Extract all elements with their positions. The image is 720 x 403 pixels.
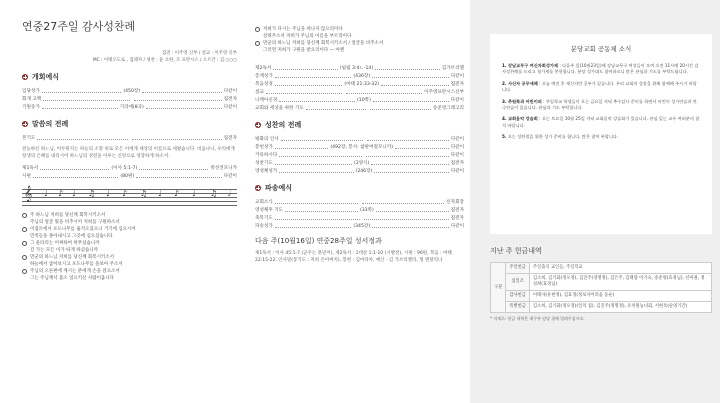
offering-donors: 김소희, 김기화(정오경)(얼의 집), 김진주(정명정), 유치원능녀회, 서현옥(순영기간) xyxy=(529,302,711,313)
dot-leader xyxy=(275,146,329,149)
announcement-body: 오는 성탄절을 위한 성가 준비를 합니다. 많은 참여 바랍니다. xyxy=(507,134,619,140)
dot-leader xyxy=(139,167,208,170)
response-text: 살려주소서 저희가 주님의 이름을 부르리이다 xyxy=(263,34,352,39)
service-leader: 송준영그레고리 xyxy=(432,106,464,111)
collect-prayer-text: 전능하신 하느님, 어두워지는 하늘의 소망 위로 모든 이에게 세상의 이름으로 세웠습니다. 비옵나니, 우리에게 창생의 은혜를 내리시어 하느님의 성전을 이루는 신앙으로 성장하게 하소서. xyxy=(22,147,235,159)
music-note-icon: ♪ xyxy=(174,189,180,198)
response-line xyxy=(22,247,237,254)
dot-leader xyxy=(136,175,221,178)
dot-leader xyxy=(42,90,122,93)
announcement-item xyxy=(502,99,700,112)
circle-bullet-icon xyxy=(22,227,27,232)
service-row xyxy=(255,88,464,96)
dot-leader xyxy=(285,209,358,212)
offering-row xyxy=(491,263,712,274)
response-text: 주님의 얼굴 빛을 비추시어 저희를 구원하소서 xyxy=(30,220,120,225)
dot-leader xyxy=(40,167,109,170)
circle-bullet-icon xyxy=(22,255,27,260)
announcement-item xyxy=(502,134,700,140)
service-detail: (2양식) xyxy=(354,161,370,166)
offering-table xyxy=(490,262,712,313)
response-line xyxy=(22,275,237,282)
service-row xyxy=(255,64,464,72)
offering-type: 감사헌금 xyxy=(506,291,530,302)
service-detail: (246장) xyxy=(355,169,373,174)
dot-leader xyxy=(281,138,363,141)
response-line xyxy=(255,26,464,33)
dot-leader xyxy=(279,99,355,102)
service-item: 교회와 세상을 위한 기도 xyxy=(255,106,304,111)
dot-leader xyxy=(266,91,342,94)
service-item: 복음성경 xyxy=(255,82,273,87)
response-line xyxy=(22,268,237,275)
dot-leader xyxy=(42,106,118,109)
service-row xyxy=(255,143,464,151)
response-line xyxy=(255,40,464,47)
dot-leader xyxy=(373,99,449,102)
service-row xyxy=(22,172,237,180)
community-news-column xyxy=(470,0,720,403)
service-row xyxy=(22,164,237,172)
dot-leader xyxy=(275,162,352,165)
dot-leader xyxy=(275,217,360,220)
service-detail: (필립 3:4ㄴ-14) xyxy=(339,66,374,71)
dot-leader xyxy=(43,98,130,101)
service-row xyxy=(22,134,237,142)
service-row xyxy=(255,206,464,214)
music-note-icon: ♫ xyxy=(88,189,96,198)
service-item: 설교 xyxy=(255,90,264,95)
next-week-readings: 제1독서 : 이사 45:1-7 (군주는 못믿어), 제2독서 : 1데살 1:1-10 (시발전), 시편 : 96편, 복음 : 마태 22:15-22, 인사말(봉기도 : 저희 온아버지), 봉헌 : 김마리아, 예산 · 김 가브리엘라, 형 엔탈리나 xyxy=(255,251,452,263)
next-week-title: 다음 주(10월16일) 연중28주일 성서정과 xyxy=(255,237,382,245)
dot-leader xyxy=(132,137,222,140)
cross-icon xyxy=(22,121,28,127)
circle-bullet-icon xyxy=(22,213,27,218)
circle-bullet-icon xyxy=(255,27,260,32)
service-row xyxy=(22,103,237,111)
cross-icon xyxy=(255,122,261,128)
service-item: 제1독서 xyxy=(22,166,39,171)
offering-note: * 지제로: 헌금 내역은 재무부 담당 청에 알려주십시오. xyxy=(490,316,585,321)
section-heading-opening: 개회예식 xyxy=(22,72,237,82)
circle-bullet-icon xyxy=(22,269,27,274)
service-row xyxy=(255,214,464,222)
music-note-icon: ♩ xyxy=(192,189,196,198)
announcement-item xyxy=(502,116,700,129)
dot-leader xyxy=(367,138,449,141)
offering-type: 특별헌금 xyxy=(506,302,530,313)
service-leader: 집전자 xyxy=(450,216,464,221)
community-news-box xyxy=(490,34,712,234)
offering-title: 지난 주 헌금내역 xyxy=(490,247,542,255)
dot-leader xyxy=(134,98,221,101)
response-line xyxy=(22,226,237,233)
service-leader: 다같이 xyxy=(450,145,465,150)
offering-group-label: 구분 xyxy=(491,263,506,313)
offering-donors: 이태자(유현정), 김효정(정보자어려움 동순) xyxy=(529,291,711,302)
service-leader: 다같이 xyxy=(450,98,464,103)
dot-leader xyxy=(376,209,449,212)
announcement-heading: 2. 사신자 공무세례 xyxy=(502,80,538,86)
treble-clef-icon: 𝄞 xyxy=(24,186,33,202)
offering-donors: 주일출석 교인들, 주일학교 xyxy=(529,263,711,274)
service-item: 회개 고백 xyxy=(22,97,42,102)
music-note-icon: ♩ xyxy=(44,189,48,198)
order-of-service-column xyxy=(0,0,245,403)
offering-type: 십일조 xyxy=(506,274,530,291)
psalm-responses xyxy=(22,212,237,282)
dot-leader xyxy=(275,75,352,78)
dot-leader xyxy=(306,107,367,110)
psalm-music-staff xyxy=(22,185,237,207)
service-leader: 김가브리엘 xyxy=(441,66,464,71)
announcement-heading: 3. 추원쪽과 어린이의 xyxy=(502,98,542,104)
service-item: 성찬기도 xyxy=(255,161,273,166)
service-detail: (10쪽) xyxy=(357,98,371,103)
response-line xyxy=(255,33,464,40)
response-text: 민족들을 몰아내시고 그곳에 심으셨습니다 xyxy=(30,234,113,239)
dot-leader xyxy=(372,75,449,78)
service-leader: 다같이 xyxy=(223,105,238,110)
dot-leader xyxy=(275,83,343,86)
service-leader: 다같이 xyxy=(223,89,238,94)
officiant-line: MC : 이태오도로 , 집례자 / 성찬 : 윤 요한, 조 프란시스 / 오르간 : 김 ○○○ xyxy=(92,58,237,63)
officiant-line: 집전 : 이주영 신부 / 설교 : 이주영 신부 xyxy=(162,51,237,56)
dot-leader xyxy=(275,225,352,228)
service-row xyxy=(255,80,464,88)
service-row xyxy=(255,167,464,175)
dot-leader xyxy=(374,170,448,173)
service-leader: 다같이 xyxy=(450,74,465,79)
dot-leader xyxy=(381,83,449,86)
response-text: 하늘에서 굽어보시고 포도나무를 돌보아 주소서 xyxy=(30,262,123,267)
response-line xyxy=(22,261,237,268)
service-row xyxy=(22,95,237,103)
announcement-body: : 다음주 일(10월23일)에 강남교무구 여성들이 모여 오전 11시에 20시간 감사성찬례를 드리고 청가제를 봉헌합니다. 분당 성가대도 참여하오니 많은 관심과 기도를 부탁드립니다. xyxy=(502,63,699,75)
dot-leader xyxy=(279,170,353,173)
dot-leader xyxy=(362,201,445,204)
music-note-icon: ♪ xyxy=(122,189,128,198)
response-text: 주 하느님 저희를 당신께 회복시키소서 xyxy=(30,213,106,218)
service-row xyxy=(255,72,464,80)
dot-leader xyxy=(279,154,362,157)
service-item: 입당성가 xyxy=(22,89,40,94)
dot-leader xyxy=(395,146,449,149)
announcement-item xyxy=(502,81,700,94)
section-heading-eucharist: 성찬의 전례 xyxy=(255,120,464,130)
offering-type: 주일헌금 xyxy=(506,263,530,274)
dot-leader xyxy=(346,91,422,94)
dot-leader xyxy=(372,225,449,228)
service-item: 축복기도 xyxy=(255,216,273,221)
service-item: 파송성가 xyxy=(255,224,273,229)
service-detail: (450장) xyxy=(123,89,141,94)
service-item: 봉헌성가 xyxy=(255,145,273,150)
response-line xyxy=(22,233,237,240)
response-line xyxy=(22,212,237,219)
service-leader: 다같이 xyxy=(450,137,465,142)
service-item: 평화의 인사 xyxy=(255,137,279,142)
announcement-item xyxy=(502,63,700,76)
announcement-body: : 오는 토요일 10월 25일 저녁 교회음악 강습회가 있습니다. 관심 있는 교우 여러분의 참석 바랍니다. xyxy=(502,116,700,128)
music-note-icon: ♫ xyxy=(210,189,218,198)
response-text: 그 울타리는 어찌하여 허무셨습니까 xyxy=(30,241,100,246)
page-title: 연중27주일 감사성찬례 xyxy=(22,20,136,33)
offering-row xyxy=(491,302,712,313)
service-row xyxy=(255,96,464,104)
psalm-responses-continued xyxy=(255,26,464,54)
service-item: 기원송가 xyxy=(22,105,40,110)
response-line xyxy=(22,240,237,247)
service-leader: 신자회장 xyxy=(446,200,464,205)
response-text: 주님의 오른편에 계시는 분에게 손을 얹으소서 xyxy=(30,269,120,274)
service-leader: 다같이 xyxy=(223,174,237,179)
dot-leader xyxy=(364,217,449,220)
service-row xyxy=(255,222,464,230)
service-leader: 이주영프란시스신부 xyxy=(424,90,464,95)
service-row xyxy=(255,151,464,159)
response-text: 길 가는 모든 이가 따게 하셨습니까 xyxy=(30,248,99,253)
order-continued-column xyxy=(245,0,470,403)
service-leader: 다같이 xyxy=(450,224,465,229)
service-detail: (492장, 봉사: 참판여걸모니카) xyxy=(330,145,394,150)
service-leader: 다같이 xyxy=(450,169,465,174)
officiants xyxy=(22,50,237,64)
dot-leader xyxy=(371,162,448,165)
service-detail: (이사 5:1-7) xyxy=(111,166,138,171)
service-leader: 집전자 xyxy=(450,82,465,87)
service-item: 영성체성가 xyxy=(255,169,278,174)
service-row xyxy=(255,159,464,167)
service-leader: 집전자 xyxy=(223,97,238,102)
offering-row xyxy=(491,274,712,291)
dot-leader xyxy=(275,201,358,204)
service-detail: 기리에(8곡) xyxy=(119,105,144,110)
music-note-icon: ♪ xyxy=(58,189,64,198)
announcement-body: : 주일학교 학생들이 오는 금요일 저녁 추수감사 준비를 하면서 어린이 성가연습과 연극연습이 있습니다. 관심과 기도 부탁합니다. xyxy=(502,98,697,111)
offering-row xyxy=(491,291,712,302)
service-detail: (33쪽) xyxy=(359,208,374,213)
response-line xyxy=(255,47,464,54)
cross-icon xyxy=(22,74,28,80)
service-detail: (마태 21:33-32) xyxy=(344,82,380,87)
service-row xyxy=(255,135,464,143)
music-note-icon: ♩ xyxy=(72,189,76,198)
section-heading-word: 말씀의 전례 xyxy=(22,119,237,129)
service-item: 니케아신경 xyxy=(255,98,278,103)
service-detail: (436장) xyxy=(353,74,371,79)
response-text: 만군의 하느님 저희를 당신께 회복시키소서 xyxy=(30,255,114,260)
service-leader: 박선진모니카 xyxy=(210,166,238,171)
service-item: 교회소식 xyxy=(255,200,273,205)
offering-donors: 김소희, 김기화(정오경), 김진주(경명정), 김은주, 김태량 이기숙, 송준영(효경님), 선미권, 정성희(효경님) xyxy=(529,274,711,291)
service-item: 층계성가 xyxy=(255,74,273,79)
circle-bullet-icon xyxy=(22,241,27,246)
service-row xyxy=(255,198,464,206)
response-text: 저희가 다시는 주님을 떠나지 않으리이다 xyxy=(263,27,343,32)
service-row xyxy=(255,104,464,112)
dot-leader xyxy=(146,106,222,109)
service-leader: 집전자 xyxy=(450,208,465,213)
service-leader: 집전자 xyxy=(223,136,237,141)
announcement-body: : 오늘 예전 후 세신자반 공부가 있습니다. 우리 교회의 성장을 위해 함께해 주시기 바랍니다. xyxy=(502,80,697,93)
service-detail: (345장) xyxy=(353,224,371,229)
announcement-heading: 4. 교회음악 강습회 xyxy=(502,116,538,122)
music-note-icon: ♩ xyxy=(106,189,110,198)
service-item: 시편 xyxy=(22,174,31,179)
community-news-title: 분당교회 공동체 소식 xyxy=(570,45,632,53)
dot-leader xyxy=(37,137,127,140)
service-leader: 집전자 xyxy=(450,161,465,166)
music-note-icon: ♫ xyxy=(140,189,148,198)
service-item: 제2독서 xyxy=(255,66,272,71)
announcement-heading: 1. 강남교무구 여신자회성가제 xyxy=(502,63,558,68)
announcement-heading: 5. xyxy=(502,134,507,140)
dot-leader xyxy=(366,154,449,157)
dot-leader xyxy=(370,107,431,110)
service-item: 영성체후 기도 xyxy=(255,208,284,213)
response-text: 그는 주님께서 몸소 일으키신 사람이옵니다 xyxy=(30,276,114,281)
response-line xyxy=(22,219,237,226)
cross-icon xyxy=(255,185,261,191)
response-text: 그러면 저희가 구원을 받으리이다 — 아멘 xyxy=(263,48,345,53)
service-item: 거룩하시다 xyxy=(255,153,278,158)
circle-bullet-icon xyxy=(255,41,260,46)
service-detail: (80편) xyxy=(120,174,135,179)
dot-leader xyxy=(375,67,440,70)
music-note-icon: 𝅗𝅥 xyxy=(228,189,231,198)
dot-leader xyxy=(273,67,338,70)
service-leader: 다같이 xyxy=(450,153,464,158)
response-line xyxy=(22,254,237,261)
dot-leader xyxy=(33,175,118,178)
response-text: 이집트에서 포도나무를 옮겨오셨으니 거기에 심으시어 xyxy=(30,227,136,232)
dot-leader xyxy=(142,90,222,93)
response-text: 만군의 하느님 저희를 당신께 회복시키소서 / 얼굴을 비추소서 xyxy=(263,41,384,46)
section-heading-dismissal: 파송예식 xyxy=(255,183,464,193)
service-item: 본기도 xyxy=(22,136,36,141)
music-note-icon: ♩ xyxy=(158,189,162,198)
service-row xyxy=(22,87,237,95)
